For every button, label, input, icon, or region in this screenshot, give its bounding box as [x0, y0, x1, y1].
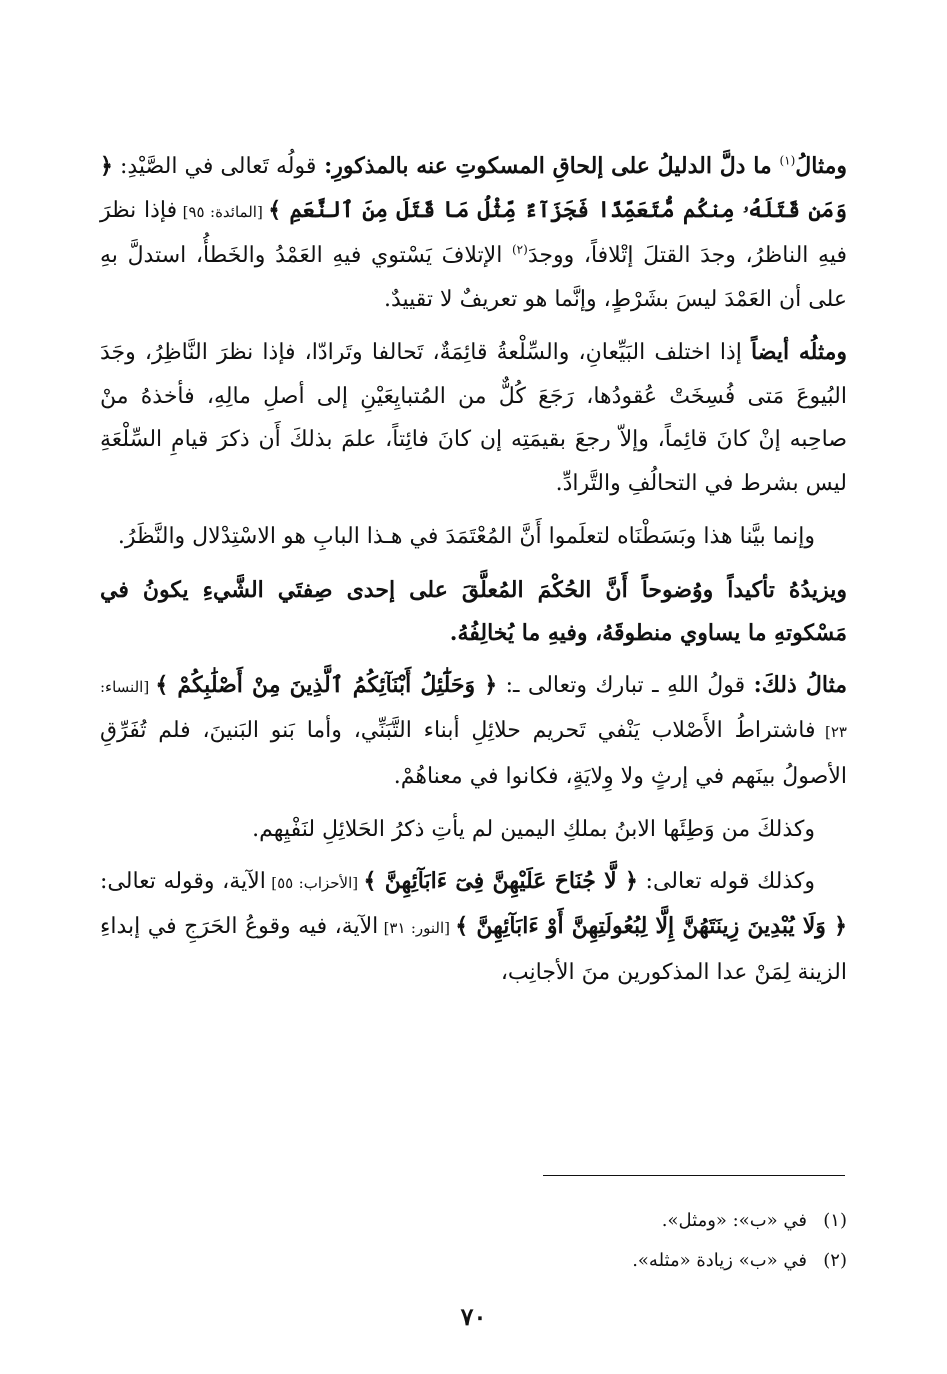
body-text: قولُه تَعالى في الصَّيْدِ:: [112, 154, 317, 179]
body-text: الإتلافَ يَسْتوي فيهِ العَمْدُ والخَطأُ، استدلَّ بهِ على أن العَمْدَ ليسَ بشَرْطٍ، وإنَّما هو تعريفٌ لا تقييدٌ.: [100, 243, 847, 312]
quran-verse: ﴿ لَّا جُنَاحَ عَلَيْهِنَّ فِىٓ ءَابَآئِهِنَّ ﴾: [363, 867, 638, 894]
verse-reference: [النور: ٣١]: [378, 919, 456, 937]
footnotes: [100, 1201, 847, 1281]
footnote-text: في «ب» زيادة «مثله».: [632, 1250, 807, 1271]
footnote-separator: [543, 1175, 845, 1176]
footnote-number: (١): [823, 1210, 847, 1231]
bold-statement: ويزيدُهُ تأكيداً ووُضوحاً أَنَّ الحُكْمَ المُعلَّقَ على إحدى صِفتَي الشَّيءِ يكونُ في مَسْكوتهِ ما يساوي منطوقَهُ، وفيهِ ما يُخالِفُهُ.: [100, 576, 847, 646]
body-text: إذا اختلف البَيِّعانِ، والسِّلْعةُ قائِمَةٌ، تَحالفا وتَرادّا، فإذا نظرَ النَّاظِرُ، وجَدَ البُيوعَ مَتى فُسِخَتْ عُقودُها، رَجَعَ كُلٌّ من المُتبايِعَيْنِ إلى أصلِ مالِهِ، فأخذهُ منْ صاحِبه إنْ كانَ قائِماً، وإلاّ رجعَ بقيمَتِه إن كانَ فائِتاً، علمَ بذلكَ أَن ذكرَ قيامِ السِّلْعَةِ ليس بشرط في التحالُفِ والتَّرادِّ.: [100, 340, 847, 496]
verse-reference: [الأحزاب: ٥٥]: [265, 873, 364, 892]
verse-reference: [المائدة: ٩٥]: [177, 202, 269, 221]
main-text: [100, 145, 847, 994]
body-text: قولُ اللهِ ـ تبارك وتعالى ـ:: [497, 672, 754, 698]
paragraph-5: [100, 664, 847, 799]
footnote-1: [100, 1201, 847, 1241]
page-number: ٧٠: [460, 1302, 487, 1331]
footnote-text: في «ب»: «ومثل».: [661, 1210, 807, 1231]
example-heading: ومثالُ: [795, 153, 847, 179]
quran-verse: ﴿ وَحَلَٰٓئِلُ أَبْنَآئِكُمُ ٱلَّذِينَ مِنْ أَصْلَٰبِكُمْ ﴾: [155, 671, 498, 698]
verse-reference: [النساء: ٢٣]: [100, 677, 847, 741]
body-text: فاشتراطُ الأَصْلاب يَنْفي تَحريم حلائِلِ أبناء التَّبَنِّي، وأما بَنو البَنينَ، فلم تُفَرِّقِ الأصولُ بينَهم في إرثٍ ولا وِلايَةٍ، فكانوا في معناهُمْ.: [100, 718, 847, 789]
footnote-2: [100, 1241, 847, 1281]
body-text: وكذلكَ من وَطِئَها الابنُ بملكِ اليمين لم يأتِ ذكرُ الحَلائِلِ لنَفْيِهم.: [252, 817, 815, 842]
paragraph-6: [100, 808, 847, 852]
footnote-marker-1: (١): [779, 153, 796, 168]
footnote-marker-2: (٢): [511, 242, 528, 257]
body-text: الآية، فيه وقوعُ الحَرَجِ في إبداءِ الزينة لِمَنْ عدا المذكورين منَ الأجانِب،: [100, 914, 847, 985]
bold-heading: ومثلُه أيضاً: [751, 339, 847, 365]
paragraph-7: [100, 860, 847, 995]
paragraph-3: [100, 515, 847, 559]
quran-verse: ﴿ وَمَن قَتَلَهُۥ مِنكُم مُّتَعَمِّدًا فَجَزَآءٌ مِّثْلُ مَا قَتَلَ مِنَ ٱلنَّعَمِ ﴾: [100, 153, 848, 223]
paragraph-4: [100, 569, 847, 656]
quran-verse: ﴿ وَلَا يُبْدِينَ زِينَتَهُنَّ إِلَّا لِبُعُولَتِهِنَّ أَوْ ءَابَآئِهِنَّ ﴾: [455, 913, 848, 939]
bold-heading: مثالُ ذلكَ:: [753, 671, 848, 698]
paragraph-2: [100, 331, 847, 505]
body-text: الآية، وقوله تعالى:: [100, 868, 266, 894]
paragraph-1: [100, 145, 847, 321]
body-text: فإذا نظرَ فيهِ الناظرُ، وجدَ القتلَ إتْلافاً، ووجدَ: [100, 197, 847, 268]
body-text: وكذلك قوله تعالى:: [637, 868, 815, 894]
footnote-number: (٢): [823, 1250, 847, 1271]
body-text: وإنما بيَّنا هذا وبَسَطْنَاه لتعلَموا أَنَّ المُعْتَمَدَ في هـذا البابِ هو الاسْتِدْلال والنَّظَرُ.: [117, 524, 815, 549]
bold-statement: ما دلَّ الدليلُ على إلحاقِ المسكوتِ عنه بالمذكورِ:: [316, 153, 780, 179]
